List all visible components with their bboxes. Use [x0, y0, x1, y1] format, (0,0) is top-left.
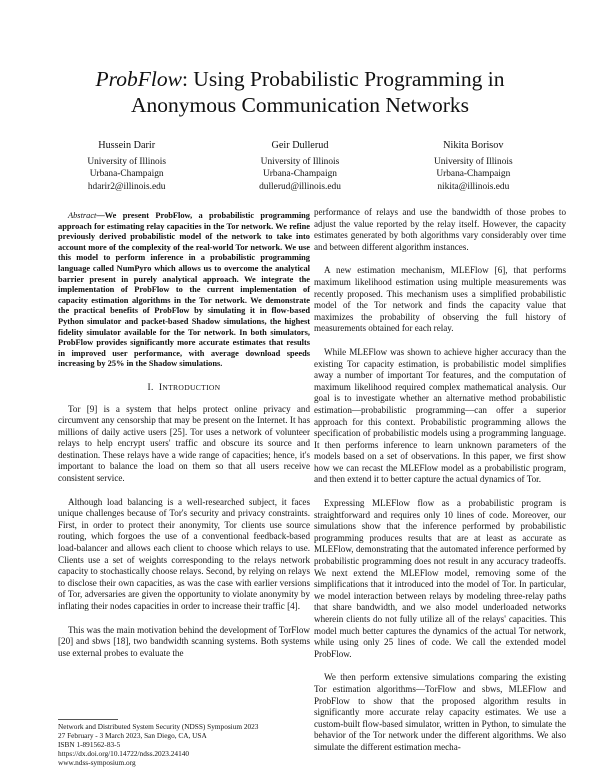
intro-paragraph-3: This was the main motivation behind the development of TorFlow [20] and sbws [18], two bandwidth scanning systems. Both systems use external probes to evaluate the [58, 624, 310, 658]
footer-line: 27 February - 3 March 2023, San Diego, CA, USA [58, 730, 207, 740]
abstract-label: Abstract [68, 211, 97, 220]
section-initial: I [158, 382, 163, 393]
section-heading-introduction [58, 382, 310, 395]
intro-paragraph-1: Tor [9] is a system that helps protect online privacy and circumvent any censorship that may be present on the Internet. It has millions of daily active users [25]. Tor uses a network of volunteer relays to help encrypt users' traffic and obscure its source and destination. These relays have a wide range of capacities; hence, it's important to balance the load on them so that all users receive consistent service. [58, 403, 310, 484]
right-paragraph-1: performance of relays and use the bandwidth of those probes to adjust the value reported by the relay itself. However, the capacity estimates generated by both algorithms vary considerably over time and between different algorithm instances. [314, 207, 566, 252]
author-block [40, 140, 560, 193]
section-numeral: I. [147, 382, 154, 393]
author-affiliation: University of Illinois [434, 156, 513, 167]
right-paragraph-4: Expressing MLEFlow flow as a probabilistic program is straightforward and requires only 10 lines of code. Moreover, our simulations show that the inference performed by probabilistic programming produces results that are at least as accurate as MLEFlow, demonstrating that the automated inference performed by probabilistic programming does not result in any accuracy tradeoffs. We next extend the MLEFlow model, removing some of the simplifications that it introduced into the model of Tor. In particular, we model interaction between relays by modeling three-relay paths that share bandwidth, and we also model underloaded networks wherein clients do not fully utilize all of the relays' capacities. This model much better captures the dynamics of the actual Tor network, while using only 25 lines of code. We call the extended model ProbFlow. [314, 498, 566, 659]
footer-line: ISBN 1-891562-83-5 [58, 739, 121, 749]
author-email: dullerud@illinois.edu [259, 181, 341, 192]
abstract [58, 211, 310, 370]
title-line-1-rest: : Using Probabilistic Programming in [181, 67, 505, 91]
author-2 [213, 140, 386, 193]
author-3 [387, 140, 560, 193]
conference-footer [58, 723, 310, 768]
paper-title [40, 66, 560, 118]
footer-line: Network and Distributed System Security (NDSS) Symposium 2023 [58, 722, 259, 731]
footnote-rule [58, 719, 118, 720]
footer-website-link[interactable]: www.ndss-symposium.org [58, 757, 136, 767]
title-line-1 [40, 66, 560, 92]
section-title-rest: NTRODUCTION [162, 382, 221, 392]
title-line-2: Anonymous Communication Networks [130, 93, 469, 117]
author-location: Urbana-Champaign [89, 169, 164, 180]
right-paragraph-3: While MLEFlow was shown to achieve higher accuracy than the existing Tor capacity estimation, is probabilistic model simplifies away a number of important Tor features, and the computation of maximum likelihood required complex mathematical analysis. Our goal is to investigate whether an alternative method probabilistic estimation—probabilistic programming—can offer a superior approach for this context. Probabilistic programming allows the specification of probabilistic models using a programming language. It then performs inference to learn unknown parameters of the models based on a set of observations. In this paper, we first show how we can recast the MLEFlow model as a probabilistic program, and then extend it to better capture the actual dynamics of Tor. [314, 346, 566, 485]
author-name: Geir Dullerud [271, 140, 329, 151]
author-location: Urbana-Champaign [263, 169, 337, 180]
footer-doi-link[interactable]: https://dx.doi.org/10.14722/ndss.2023.24140 [58, 748, 190, 758]
abstract-text: —We present ProbFlow, a probabilistic programming approach for estimating relay capacities in the Tor network. We refine previously derived probabilistic model of the network to take into account more of the complexity of the real-world Tor network. We use this model to perform inference in a probabilistic programming language called NumPyro which allows us to overcome the analytical barrier present in purely analytical approach. We integrate the implementation of ProbFlow to the current implementation of capacity estimation algorithms in the Tor network. We demonstrate the practical benefits of ProbFlow by simulating it in flow-based Python simulator and packet-based Shadow simulations, the highest fidelity simulator available for the Tor network. In both simulators, ProbFlow provides significantly more accurate estimates that results in improved user performance, with average download speeds increasing by 25% in the Shadow simulations. [58, 211, 310, 369]
title-probflow: ProbFlow [95, 67, 182, 91]
author-name: Nikita Borisov [443, 140, 504, 151]
right-column [314, 207, 566, 754]
author-name: Hussein Darir [98, 140, 156, 151]
author-1 [40, 140, 213, 193]
author-email: nikita@illinois.edu [437, 181, 510, 192]
right-paragraph-5: We then perform extensive simulations comparing the existing Tor estimation algorithms—TorFlow and sbws, MLEFlow and ProbFlow to show that the proposed algorithm results in significantly more accurate relay capacity estimates. We use a custom-built flow-based simulator, written in Python, to simulate the behavior of the Tor network under the different algorithms. We also simulate the different estimation mecha- [314, 672, 566, 752]
author-affiliation: University of Illinois [87, 156, 166, 167]
right-paragraph-2: A new estimation mechanism, MLEFlow [6], that performs maximum likelihood estimation using multiple measurements was recently proposed. This mechanism uses a simplified probabilistic model of the Tor network and finds the capacity value that maximizes the probability of observing the full history of measurements obtained for each relay. [314, 265, 566, 334]
author-affiliation: University of Illinois [260, 156, 340, 167]
author-location: Urbana-Champaign [436, 169, 511, 180]
author-email: hdarir2@illinois.edu [87, 181, 166, 192]
left-column [58, 211, 310, 659]
intro-paragraph-2: Although load balancing is a well-researched subject, it faces unique challenges because of Tor's security and privacy constraints. First, in order to protect their anonymity, Tor clients use source routing, which forgoes the use of a conventional feedback-based load-balancer and allows each client to choose which relays to use. Clients use a set of weights corresponding to the relays network capacity to stochastically choose relays. Second, by relying on relays to disclose their own capacities, as was the case with earlier versions of Tor, adversaries are given the opportunity to violate anonymity by inflating their nodes capacities in order to increase their traffic [4]. [58, 496, 310, 611]
